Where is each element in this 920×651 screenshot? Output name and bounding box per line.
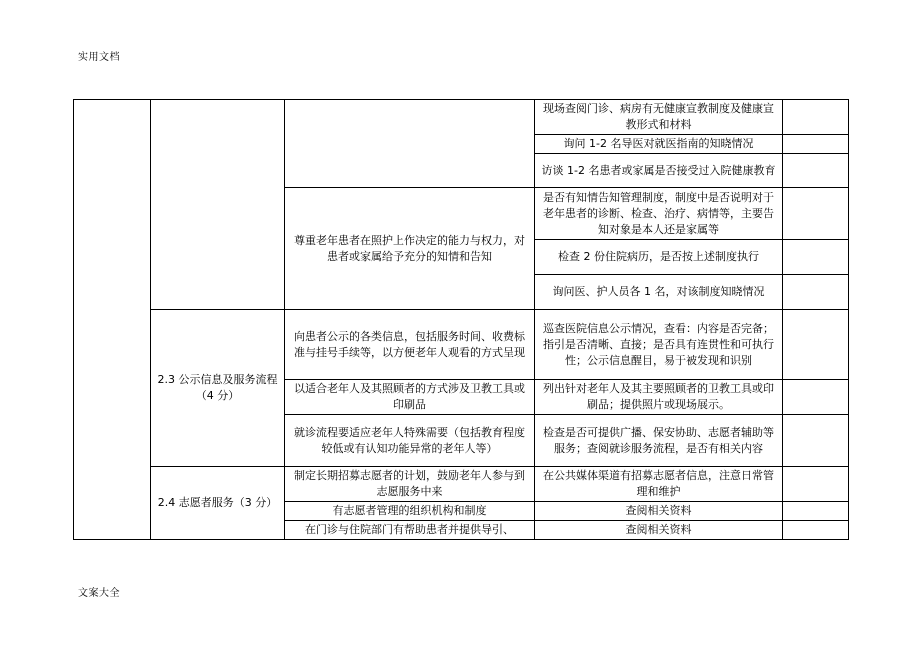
- score-cell: [783, 310, 849, 380]
- method-cell: 查阅相关资料: [535, 521, 783, 540]
- page-header-note: 实用文档: [78, 52, 120, 63]
- score-cell: [783, 521, 849, 540]
- method-cell: 是否有知情告知管理制度，制度中是否说明对于老年患者的诊断、检查、治疗、病情等，主要告知对象是本人还是家属等: [535, 188, 783, 240]
- section-cell: [151, 100, 285, 310]
- score-cell: [783, 240, 849, 275]
- score-cell: [783, 275, 849, 310]
- requirement-cell: 就诊流程要适应老年人特殊需要（包括教育程度较低或有认知功能异常的老年人等）: [285, 415, 535, 467]
- score-cell: [783, 380, 849, 415]
- score-cell: [783, 100, 849, 135]
- method-cell: 检查 2 份住院病历，是否按上述制度执行: [535, 240, 783, 275]
- method-cell: 询问 1-2 名导医对就医指南的知晓情况: [535, 135, 783, 154]
- score-cell: [783, 415, 849, 467]
- score-cell: [783, 135, 849, 154]
- table-row: [74, 310, 849, 380]
- page-footer-note: 文案大全: [78, 588, 120, 599]
- requirement-cell: 制定长期招募志愿者的计划，鼓励老年人参与到志愿服务中来: [285, 467, 535, 502]
- assessment-table: [73, 99, 849, 540]
- score-cell: [783, 467, 849, 502]
- requirement-cell: 以适合老年人及其照顾者的方式涉及卫教工具或印刷品: [285, 380, 535, 415]
- requirement-cell: 尊重老年患者在照护上作决定的能力与权力，对患者或家属给予充分的知情和告知: [285, 188, 535, 310]
- method-cell: 在公共媒体渠道有招募志愿者信息，注意日常管理和维护: [535, 467, 783, 502]
- section-cell-2-3: 2.3 公示信息及服务流程（4 分）: [151, 310, 285, 467]
- table-row: [74, 467, 849, 502]
- method-cell: 列出针对老年人及其主要照顾者的卫教工具或印刷品；提供照片或现场展示。: [535, 380, 783, 415]
- method-cell: 现场查阅门诊、病房有无健康宣教制度及健康宣教形式和材料: [535, 100, 783, 135]
- requirement-cell: 有志愿者管理的组织机构和制度: [285, 502, 535, 521]
- method-cell: 检查是否可提供广播、保安协助、志愿者辅助等服务；查阅就诊服务流程，是否有相关内容: [535, 415, 783, 467]
- method-cell: 查阅相关资料: [535, 502, 783, 521]
- score-cell: [783, 502, 849, 521]
- method-cell: 访谈 1-2 名患者或家属是否接受过入院健康教育: [535, 154, 783, 188]
- requirement-cell: [285, 100, 535, 188]
- section-cell-2-4: 2.4 志愿者服务（3 分）: [151, 467, 285, 540]
- method-cell: 询问医、护人员各 1 名，对该制度知晓情况: [535, 275, 783, 310]
- method-cell: 巡查医院信息公示情况，查看：内容是否完备；指引是否清晰、直接；是否具有连贯性和可执行性；公示信息醒目，易于被发现和识别: [535, 310, 783, 380]
- requirement-cell: 向患者公示的各类信息，包括服务时间、收费标准与挂号手续等，以方便老年人观看的方式呈现: [285, 310, 535, 380]
- score-cell: [783, 154, 849, 188]
- table-row: [74, 100, 849, 135]
- requirement-cell: 在门诊与住院部门有帮助患者并提供导引、: [285, 521, 535, 540]
- score-cell: [783, 188, 849, 240]
- category-cell: [74, 100, 151, 540]
